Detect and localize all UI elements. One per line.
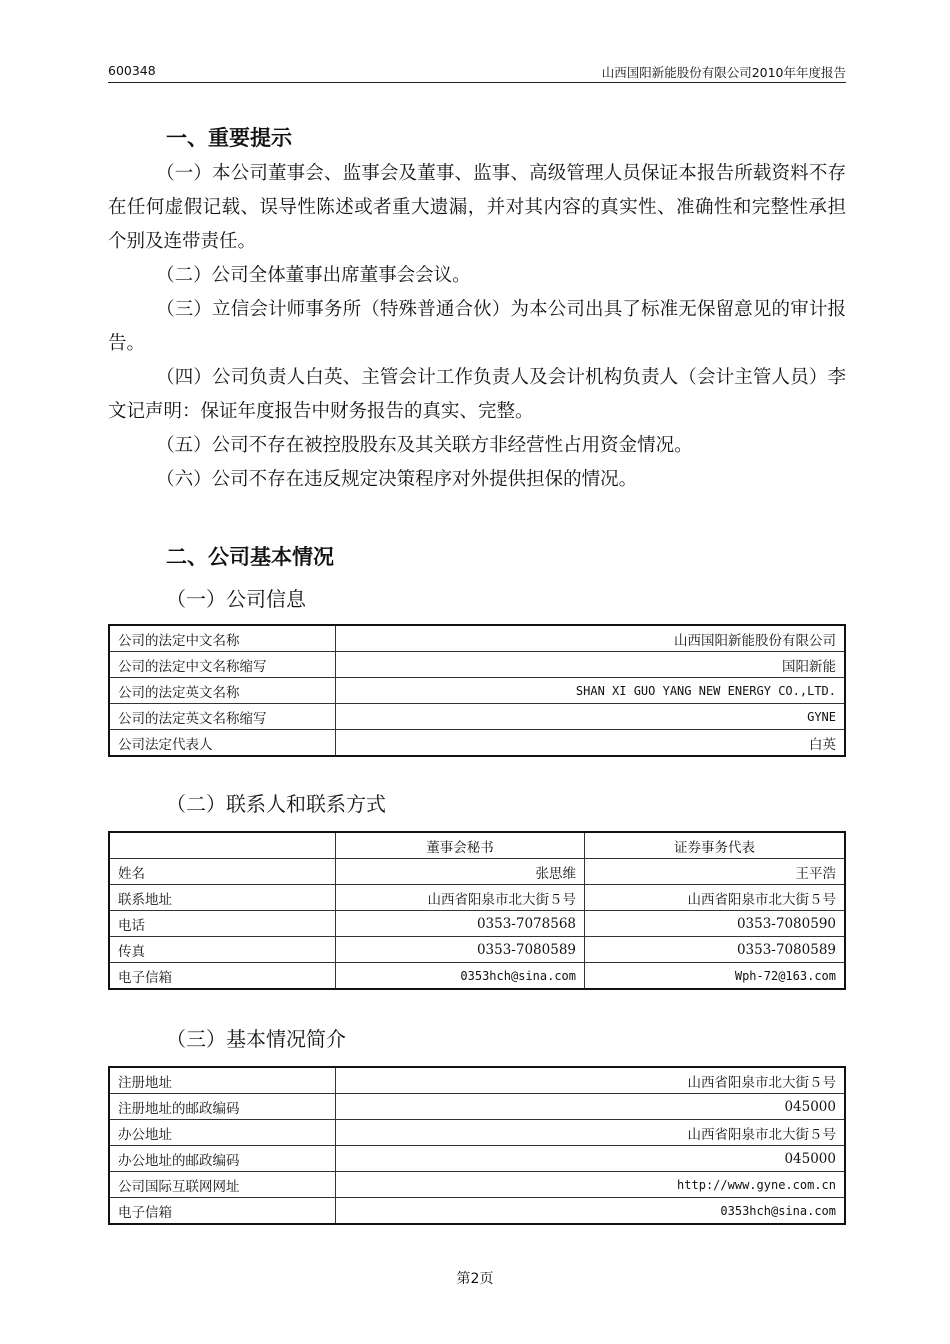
row-label: 电子信箱: [109, 963, 336, 990]
secretary-value: 0353-7080589: [336, 937, 585, 963]
company-info-table: [108, 624, 846, 757]
row-value: 白英: [336, 730, 846, 757]
table-row: [109, 859, 845, 885]
table-row: [109, 937, 845, 963]
page-number: 第2页: [456, 1271, 494, 1287]
representative-value: Wph-72@163.com: [585, 963, 846, 990]
table-row: [109, 885, 845, 911]
row-label: 注册地址的邮政编码: [109, 1094, 336, 1120]
representative-value: 山西省阳泉市北大街５号: [585, 885, 846, 911]
stock-code: 600348: [108, 63, 156, 78]
email-value: 0353hch@sina.com: [336, 1198, 846, 1225]
table-row: [109, 625, 845, 652]
row-label: 公司的法定英文名称: [109, 678, 336, 704]
row-value: 山西国阳新能股份有限公司: [336, 625, 846, 652]
secretary-value: 山西省阳泉市北大街５号: [336, 885, 585, 911]
row-label: 电子信箱: [109, 1198, 336, 1225]
table-row: [109, 1198, 845, 1225]
row-value: 山西省阳泉市北大街５号: [336, 1067, 846, 1094]
row-value: 045000: [336, 1146, 846, 1172]
notice-paragraphs: [108, 157, 846, 497]
row-label: 姓名: [109, 859, 336, 885]
page-header: [108, 60, 846, 83]
header-cell: 董事会秘书: [336, 832, 585, 859]
basic-info-table: [108, 1066, 846, 1225]
secretary-value: 张思维: [336, 859, 585, 885]
table-row: [109, 704, 845, 730]
contact-table: [108, 831, 846, 990]
row-label: 公司的法定中文名称缩写: [109, 652, 336, 678]
report-title: 山西国阳新能股份有限公司2010年年度报告: [601, 65, 846, 80]
representative-value: 王平浩: [585, 859, 846, 885]
secretary-value: 0353-7078568: [336, 911, 585, 937]
row-value: SHAN XI GUO YANG NEW ENERGY CO.,LTD.: [336, 678, 846, 704]
row-label: 办公地址的邮政编码: [109, 1146, 336, 1172]
table-row: [109, 730, 845, 757]
section2-title: 二、公司基本情况: [166, 545, 334, 569]
table-row: [109, 678, 845, 704]
row-value: 国阳新能: [336, 652, 846, 678]
website-value: http://www.gyne.com.cn: [336, 1172, 846, 1198]
table-row: [109, 1067, 845, 1094]
table-row: [109, 963, 845, 990]
row-label: 公司法定代表人: [109, 730, 336, 757]
row-value: 山西省阳泉市北大街５号: [336, 1120, 846, 1146]
row-label: 办公地址: [109, 1120, 336, 1146]
section1-title: 一、重要提示: [166, 126, 292, 150]
table-row: [109, 1120, 845, 1146]
notice-paragraph: （五）公司不存在被控股股东及其关联方非经营性占用资金情况。: [156, 435, 693, 456]
row-label: 公司国际互联网网址: [109, 1172, 336, 1198]
header-cell: 证券事务代表: [585, 832, 846, 859]
table-row: [109, 911, 845, 937]
representative-value: 0353-7080589: [585, 937, 846, 963]
notice-paragraph: （六）公司不存在违反规定决策程序对外提供担保的情况。: [156, 469, 638, 490]
notice-paragraph: （二）公司全体董事出席董事会会议。: [156, 265, 471, 286]
table-row: [109, 652, 845, 678]
row-label: 联系地址: [109, 885, 336, 911]
company-info-title: （一）公司信息: [166, 587, 306, 611]
table-row: [109, 1172, 845, 1198]
representative-value: 0353-7080590: [585, 911, 846, 937]
table-row: [109, 1094, 845, 1120]
contact-title: （二）联系人和联系方式: [166, 792, 386, 816]
row-label: 公司的法定中文名称: [109, 625, 336, 652]
notice-paragraph: （一）本公司董事会、监事会及董事、监事、高级管理人员保证本报告所载资料不存在任何虚假记载、误导性陈述或者重大遗漏，并对其内容的真实性、准确性和完整性承担个别及连带责任。: [108, 163, 846, 252]
secretary-value: 0353hch@sina.com: [336, 963, 585, 990]
table-row: [109, 1146, 845, 1172]
row-value: GYNE: [336, 704, 846, 730]
notice-paragraph: （四）公司负责人白英、主管会计工作负责人及会计机构负责人（会计主管人员）李文记声明：保证年度报告中财务报告的真实、完整。: [108, 367, 846, 422]
row-label: 传真: [109, 937, 336, 963]
row-label: 公司的法定英文名称缩写: [109, 704, 336, 730]
row-label: 电话: [109, 911, 336, 937]
row-label: 注册地址: [109, 1067, 336, 1094]
row-value: 045000: [336, 1094, 846, 1120]
table-header-row: [109, 832, 845, 859]
header-cell: [109, 832, 336, 859]
basic-info-title: （三）基本情况简介: [166, 1027, 346, 1051]
notice-paragraph: （三）立信会计师事务所（特殊普通合伙）为本公司出具了标准无保留意见的审计报告。: [108, 299, 846, 354]
